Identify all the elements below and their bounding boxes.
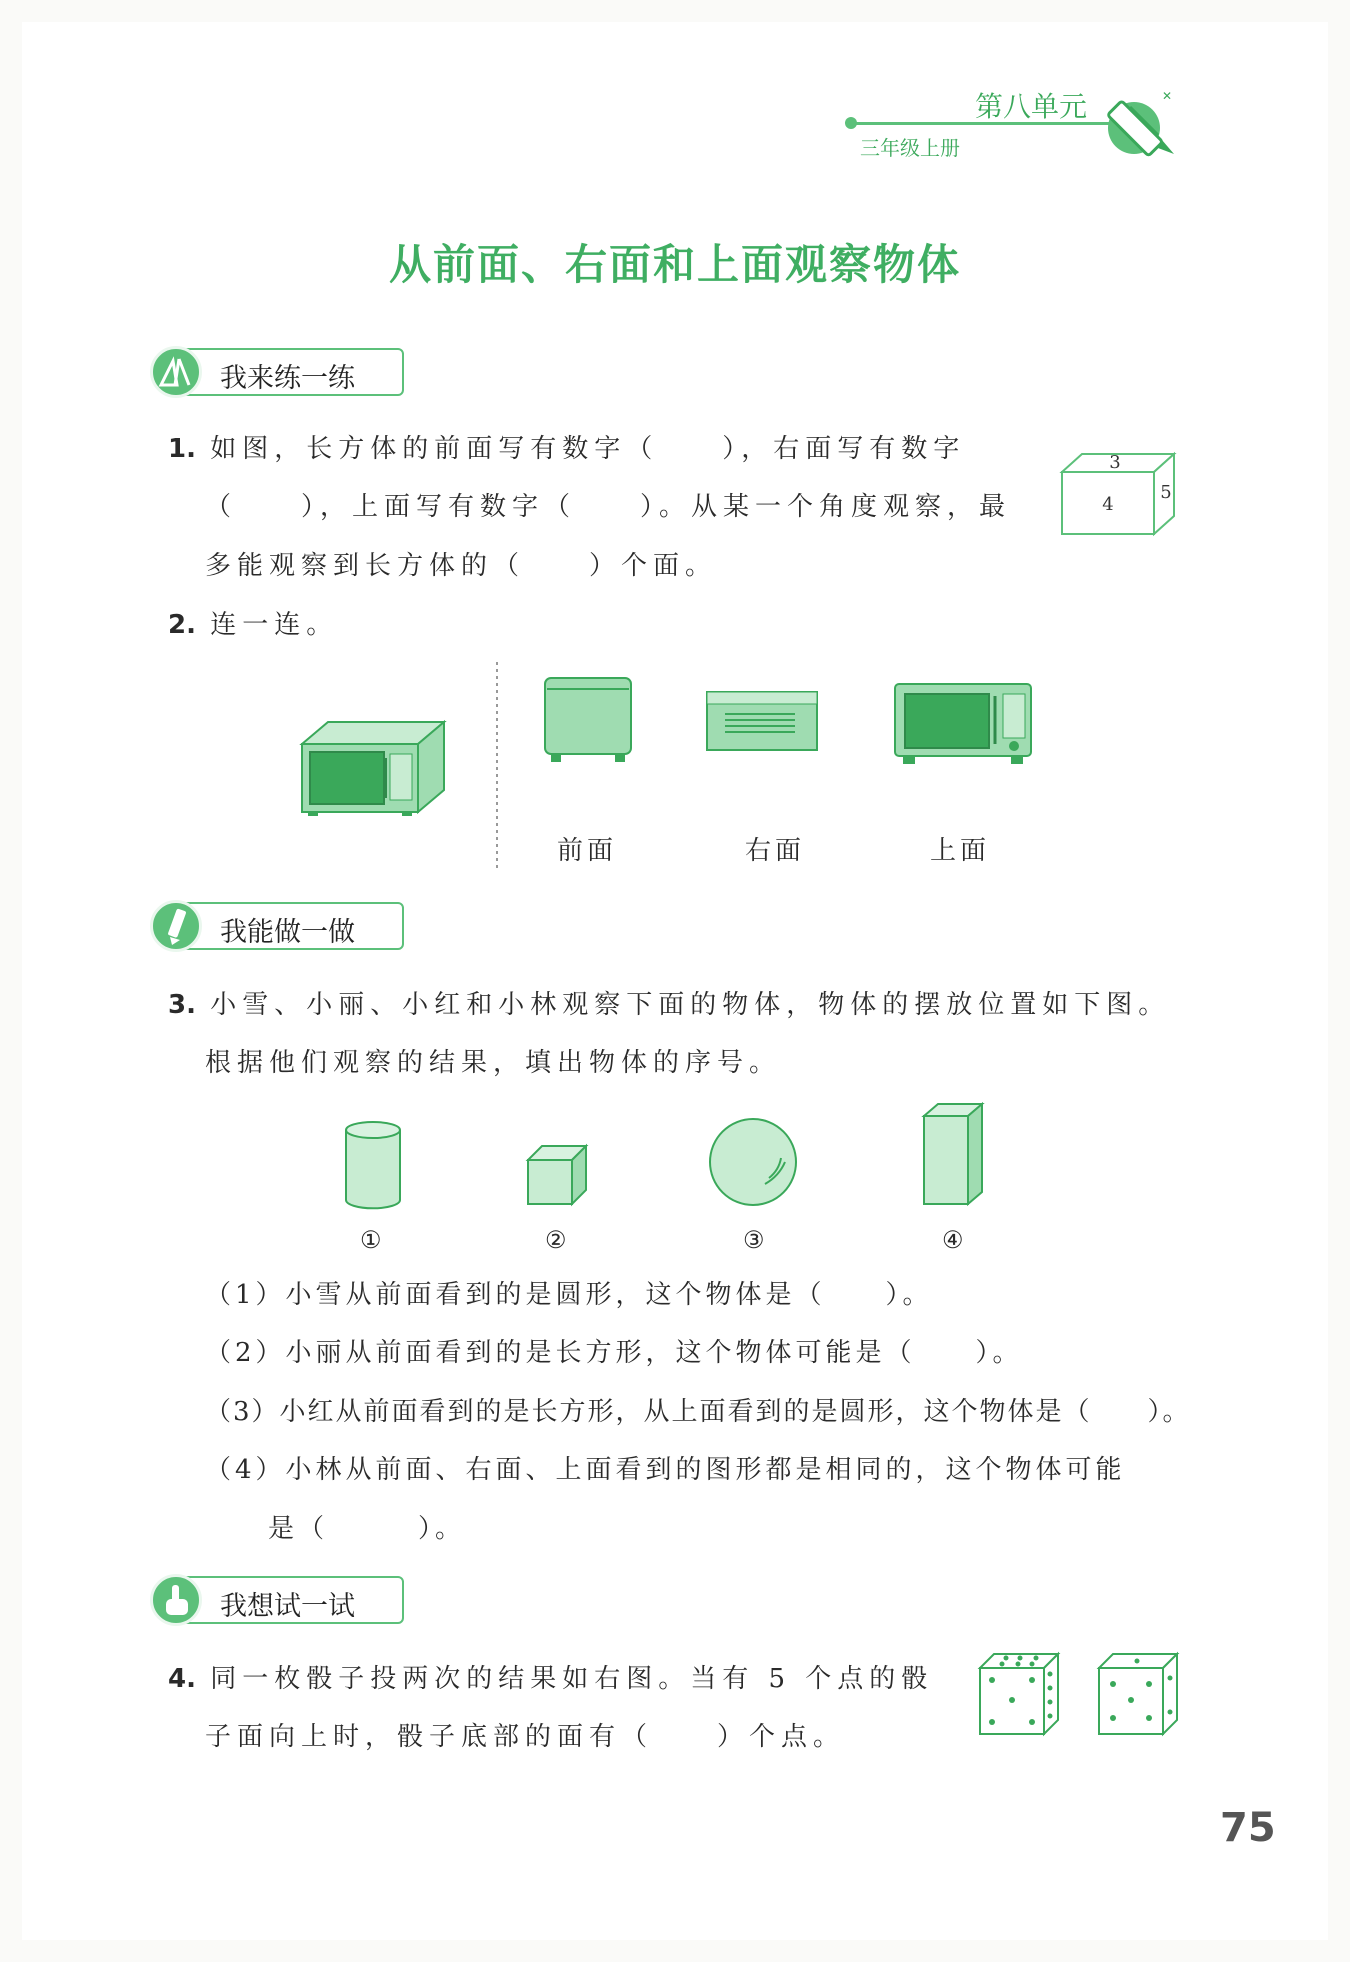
view-side-image	[543, 676, 633, 764]
pencil-logo-icon	[1100, 82, 1180, 162]
object-label-4: ④	[942, 1226, 964, 1254]
section-label: 我来练一练	[220, 363, 355, 394]
microwave-3d-image	[298, 718, 448, 818]
section-do	[150, 902, 402, 950]
page-number: 75	[1220, 1805, 1276, 1851]
object-label-1: ①	[360, 1226, 382, 1254]
sphere-image	[707, 1116, 799, 1208]
section-practice	[150, 348, 402, 396]
unit-title: 第八单元	[975, 90, 1088, 123]
q4-line2: 子面向上时，骰子底部的面有（ ）个点。	[205, 1722, 846, 1752]
label-right: 右面	[745, 836, 806, 866]
object-label-2: ②	[545, 1226, 567, 1254]
q3-sub-2: （2）小丽从前面看到的是长方形，这个物体可能是（ ）。	[205, 1338, 1023, 1368]
cylinder-image	[344, 1120, 402, 1212]
cuboid-right-number: 5	[1160, 482, 1172, 503]
section-try	[150, 1576, 402, 1624]
label-top: 上面	[930, 836, 991, 866]
q3-sub-4: （4）小林从前面、右面、上面看到的图形都是相同的，这个物体可能	[205, 1455, 1126, 1485]
q3-sub-3: （3）小红从前面看到的是长方形，从上面看到的是圆形，这个物体是（ ）。	[205, 1397, 1191, 1427]
divider-dotted	[495, 662, 499, 868]
section-label: 我能做一做	[220, 917, 355, 948]
page-title: 从前面、右面和上面观察物体	[388, 240, 961, 289]
view-front-image	[893, 682, 1033, 766]
label-front: 前面	[557, 836, 618, 866]
pencil-icon	[150, 900, 202, 952]
view-top-image	[705, 690, 819, 752]
q3-line1: 3. 小雪、小丽、小红和小林观察下面的物体，物体的摆放位置如下图。	[168, 990, 1171, 1020]
q3-sub-1: （1）小雪从前面看到的是圆形，这个物体是（ ）。	[205, 1280, 933, 1310]
q1-line2: （ ），上面写有数字（ ）。从某一个角度观察，最	[205, 492, 1012, 522]
q2-line: 2. 连一连。	[168, 610, 339, 640]
cube-image	[526, 1144, 588, 1206]
grade-label: 三年级上册	[860, 136, 960, 160]
cuboid-top-number: 3	[1109, 452, 1121, 473]
object-label-3: ③	[743, 1226, 765, 1254]
dice-image-2	[1097, 1652, 1181, 1736]
q1-line3: 多能观察到长方体的（ ）个面。	[205, 551, 718, 581]
ruler-compass-icon	[150, 346, 202, 398]
dice-image-1	[978, 1652, 1062, 1736]
hand-pointer-icon	[150, 1574, 202, 1626]
q1-line1: 1. 如图，长方体的前面写有数字（ ），右面写有数字	[168, 434, 966, 464]
section-label: 我想试一试	[220, 1591, 355, 1622]
tall-cuboid-image	[922, 1102, 984, 1206]
cuboid-figure	[1060, 450, 1190, 540]
q3-line2: 根据他们观察的结果，填出物体的序号。	[205, 1048, 782, 1078]
svg-text:✕: ✕	[1162, 89, 1173, 103]
q3-sub-4-cont: 是（ ）。	[268, 1514, 466, 1544]
q4-line1: 4. 同一枚骰子投两次的结果如右图。当有 5 个点的骰	[168, 1664, 934, 1694]
cuboid-front-number: 4	[1102, 494, 1114, 515]
